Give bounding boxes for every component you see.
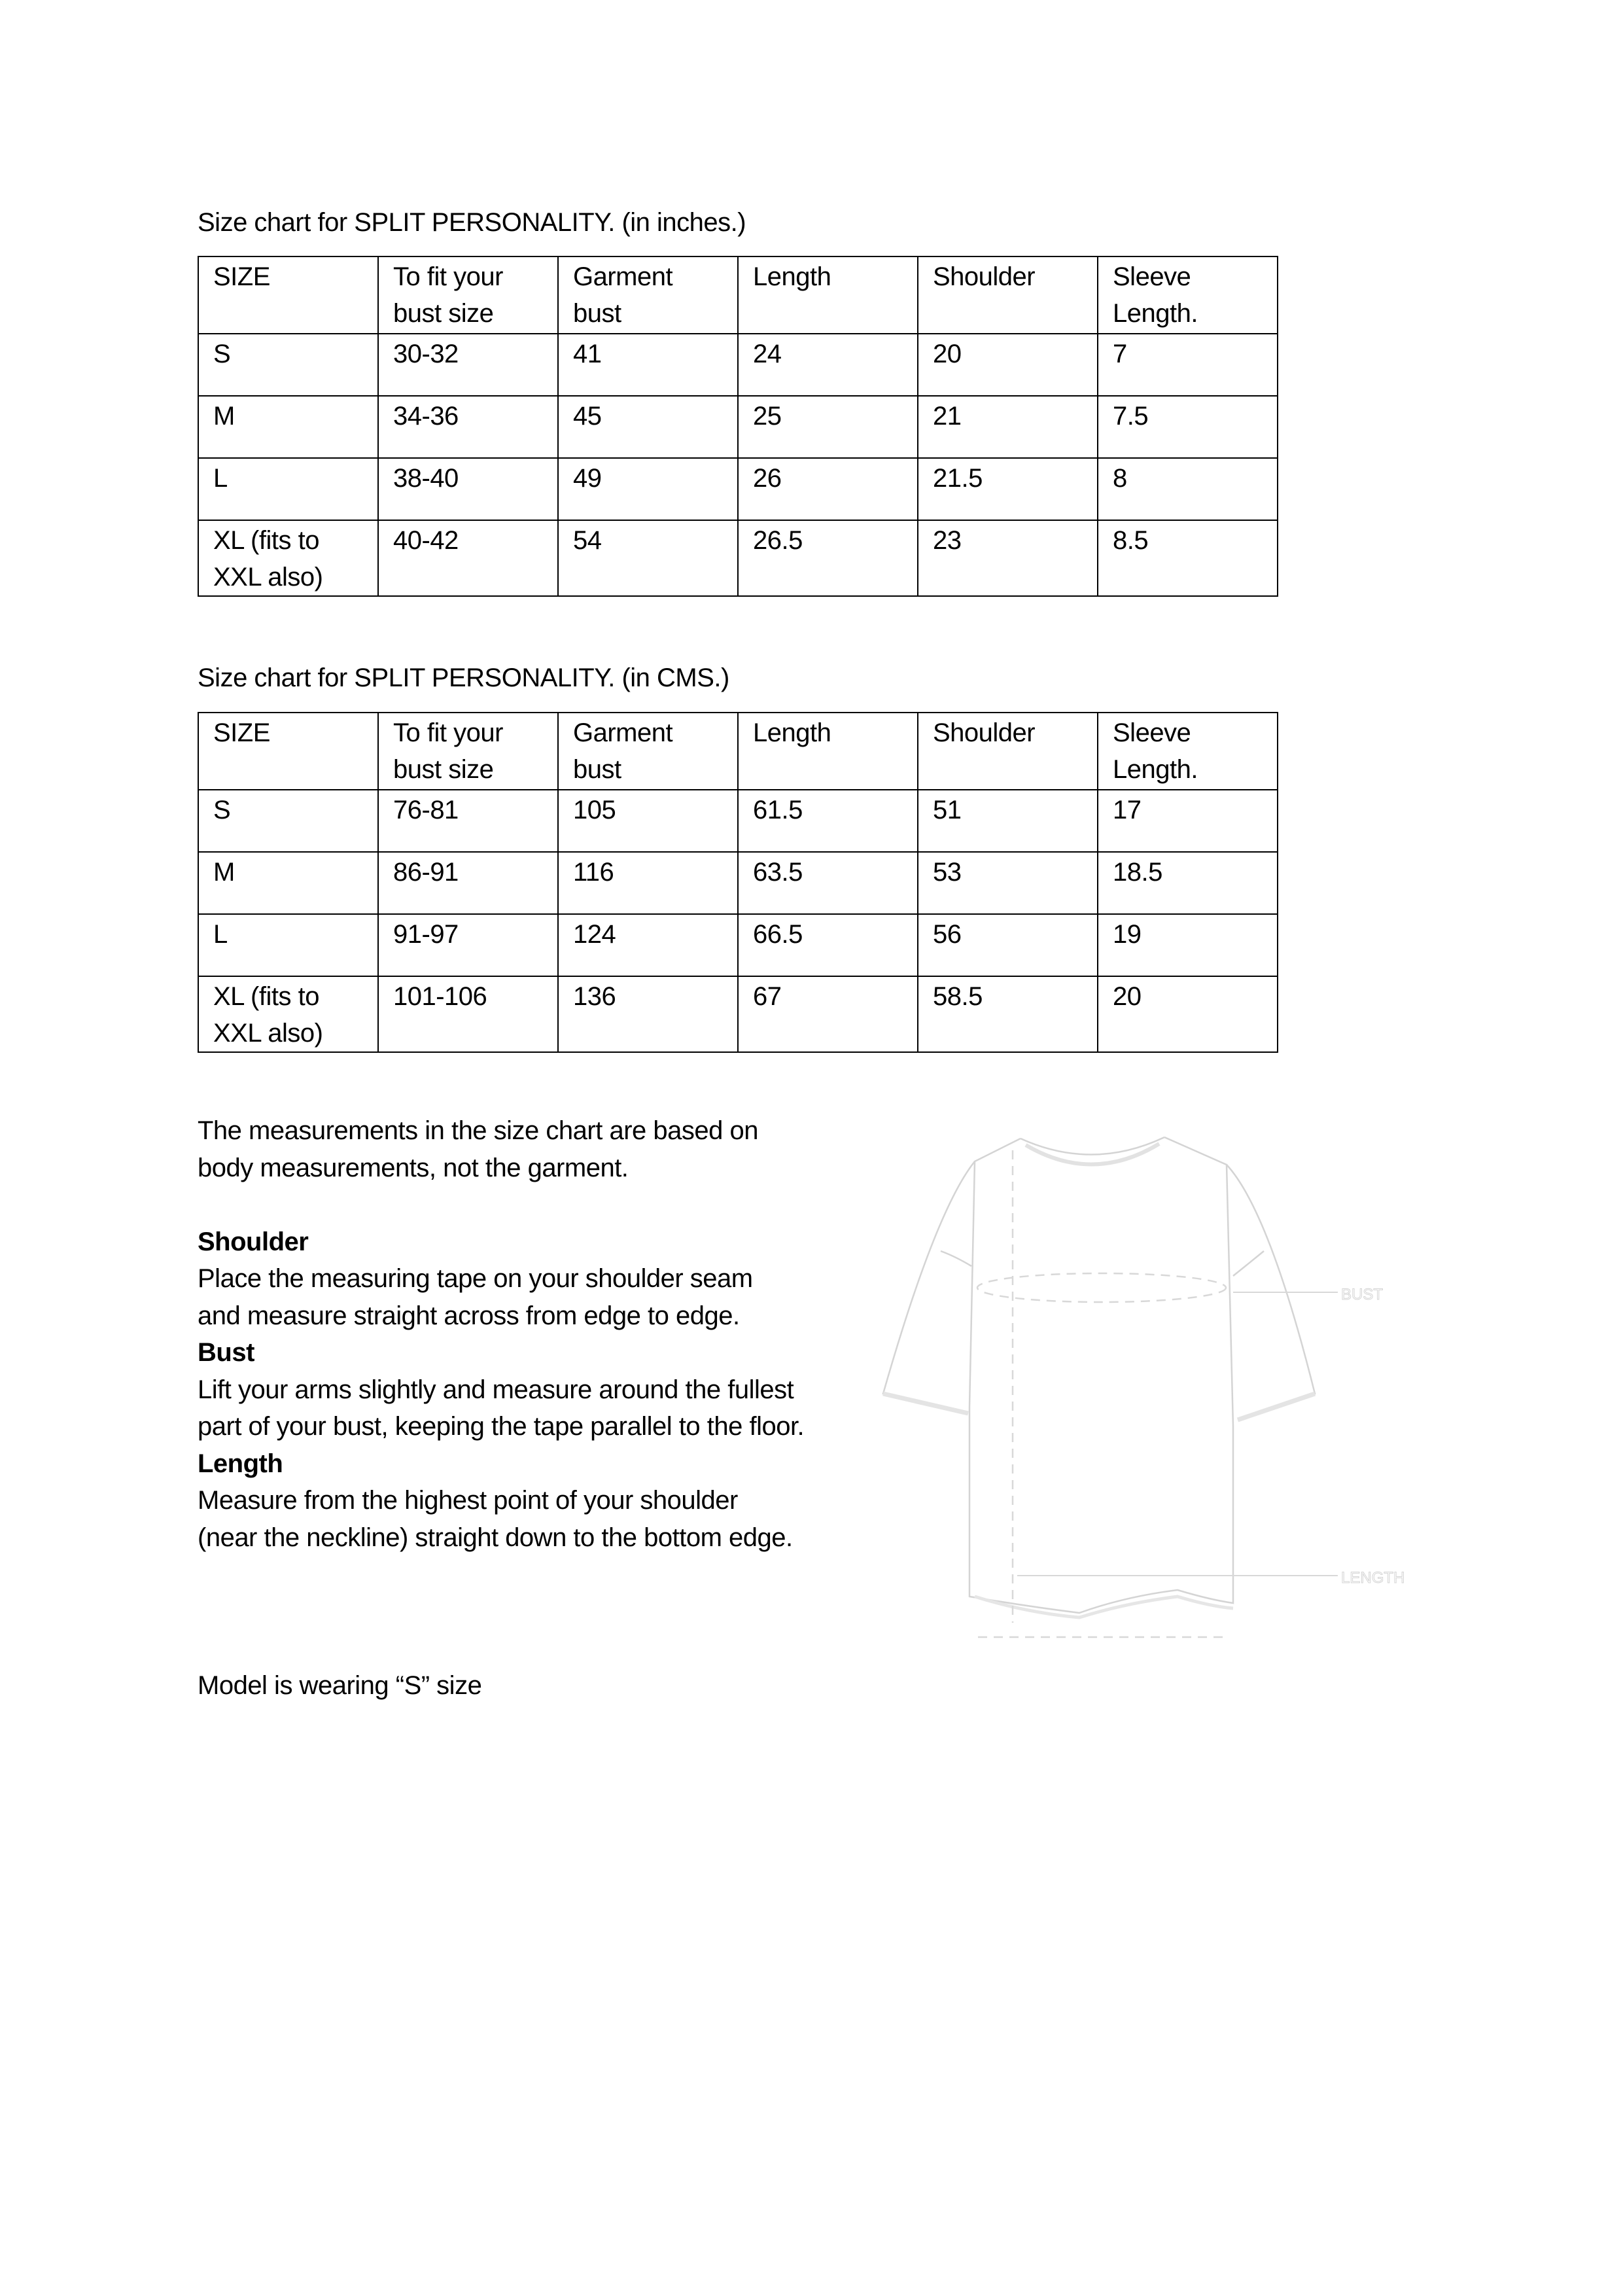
cell-sleeve-length: 19 xyxy=(1098,914,1278,976)
cell-length: 66.5 xyxy=(738,914,918,976)
cms-chart-title: Size chart for SPLIT PERSONALITY. (in CMS.) xyxy=(198,663,729,692)
header-size: SIZE xyxy=(198,256,378,334)
model-size-note: Model is wearing “S” size xyxy=(198,1671,482,1700)
cell-length: 61.5 xyxy=(738,790,918,852)
table-row xyxy=(198,790,1278,852)
cell-garment-bust: 116 xyxy=(558,852,738,914)
table-row xyxy=(198,914,1278,976)
cms-size-table xyxy=(198,712,1278,1053)
cell-sleeve-length: 17 xyxy=(1098,790,1278,852)
header-shoulder: Shoulder xyxy=(918,256,1098,334)
inches-chart-title: Size chart for SPLIT PERSONALITY. (in inches.) xyxy=(198,208,746,237)
intro-line: body measurements, not the garment. xyxy=(198,1153,629,1182)
cell-bust-fit: 30-32 xyxy=(378,334,558,396)
cell-size: S xyxy=(198,334,378,396)
cell-length: 26 xyxy=(738,458,918,520)
table-header-row xyxy=(198,256,1278,334)
header-length: Length xyxy=(738,713,918,790)
table-row xyxy=(198,852,1278,914)
cell-length: 26.5 xyxy=(738,520,918,596)
cell-bust-fit: 86-91 xyxy=(378,852,558,914)
cell-garment-bust: 49 xyxy=(558,458,738,520)
cell-sleeve-length: 18.5 xyxy=(1098,852,1278,914)
header-bust-fit: To fit your bust size xyxy=(378,713,558,790)
cell-shoulder: 21 xyxy=(918,396,1098,458)
cell-sleeve-length: 8 xyxy=(1098,458,1278,520)
cell-length: 25 xyxy=(738,396,918,458)
header-length: Length xyxy=(738,256,918,334)
cell-shoulder: 58.5 xyxy=(918,976,1098,1052)
cell-bust-fit: 38-40 xyxy=(378,458,558,520)
intro-line: The measurements in the size chart are based on xyxy=(198,1116,758,1145)
cell-length: 24 xyxy=(738,334,918,396)
table-header-row xyxy=(198,713,1278,790)
header-bust-fit: To fit your bust size xyxy=(378,256,558,334)
cell-garment-bust: 105 xyxy=(558,790,738,852)
shoulder-line: and measure straight across from edge to edge. xyxy=(198,1301,740,1330)
table-row xyxy=(198,458,1278,520)
cell-bust-fit: 34-36 xyxy=(378,396,558,458)
cell-size: M xyxy=(198,852,378,914)
cell-bust-fit: 76-81 xyxy=(378,790,558,852)
length-heading: Length xyxy=(198,1449,283,1478)
header-sleeve-length: Sleeve Length. xyxy=(1098,256,1278,334)
header-garment-bust: Garment bust xyxy=(558,256,738,334)
cell-size: S xyxy=(198,790,378,852)
bust-line: part of your bust, keeping the tape parallel to the floor. xyxy=(198,1412,805,1441)
bust-heading: Bust xyxy=(198,1338,254,1367)
header-shoulder: Shoulder xyxy=(918,713,1098,790)
table-row xyxy=(198,396,1278,458)
inches-size-table xyxy=(198,256,1278,597)
cell-size: M xyxy=(198,396,378,458)
cell-length: 67 xyxy=(738,976,918,1052)
length-line: Measure from the highest point of your shoulder xyxy=(198,1486,738,1515)
cell-garment-bust: 124 xyxy=(558,914,738,976)
cell-garment-bust: 54 xyxy=(558,520,738,596)
cell-sleeve-length: 7 xyxy=(1098,334,1278,396)
bust-line: Lift your arms slightly and measure around the fullest xyxy=(198,1375,794,1404)
cell-shoulder: 20 xyxy=(918,334,1098,396)
tshirt-measurement-diagram xyxy=(864,1080,1472,1688)
cell-garment-bust: 41 xyxy=(558,334,738,396)
cell-shoulder: 21.5 xyxy=(918,458,1098,520)
cell-sleeve-length: 20 xyxy=(1098,976,1278,1052)
measuring-notes xyxy=(198,1112,878,1556)
cell-bust-fit: 101-106 xyxy=(378,976,558,1052)
cell-length: 63.5 xyxy=(738,852,918,914)
cell-bust-fit: 40-42 xyxy=(378,520,558,596)
cell-shoulder: 51 xyxy=(918,790,1098,852)
tshirt-icon xyxy=(864,1080,1472,1688)
header-size: SIZE xyxy=(198,713,378,790)
length-line: (near the neckline) straight down to the bottom edge. xyxy=(198,1523,793,1552)
cell-garment-bust: 45 xyxy=(558,396,738,458)
cell-size: L xyxy=(198,914,378,976)
table-row xyxy=(198,520,1278,596)
cell-shoulder: 56 xyxy=(918,914,1098,976)
cell-shoulder: 53 xyxy=(918,852,1098,914)
table-row xyxy=(198,976,1278,1052)
cell-shoulder: 23 xyxy=(918,520,1098,596)
table-row xyxy=(198,334,1278,396)
length-label: LENGTH xyxy=(1341,1569,1405,1587)
header-garment-bust: Garment bust xyxy=(558,713,738,790)
cell-size: L xyxy=(198,458,378,520)
shoulder-heading: Shoulder xyxy=(198,1227,309,1256)
shoulder-line: Place the measuring tape on your shoulder seam xyxy=(198,1264,753,1293)
cell-sleeve-length: 8.5 xyxy=(1098,520,1278,596)
bust-label: BUST xyxy=(1341,1286,1384,1303)
cell-bust-fit: 91-97 xyxy=(378,914,558,976)
header-sleeve-length: Sleeve Length. xyxy=(1098,713,1278,790)
cell-size: XL (fits to XXL also) xyxy=(198,976,378,1052)
cell-size: XL (fits to XXL also) xyxy=(198,520,378,596)
cell-garment-bust: 136 xyxy=(558,976,738,1052)
cell-sleeve-length: 7.5 xyxy=(1098,396,1278,458)
